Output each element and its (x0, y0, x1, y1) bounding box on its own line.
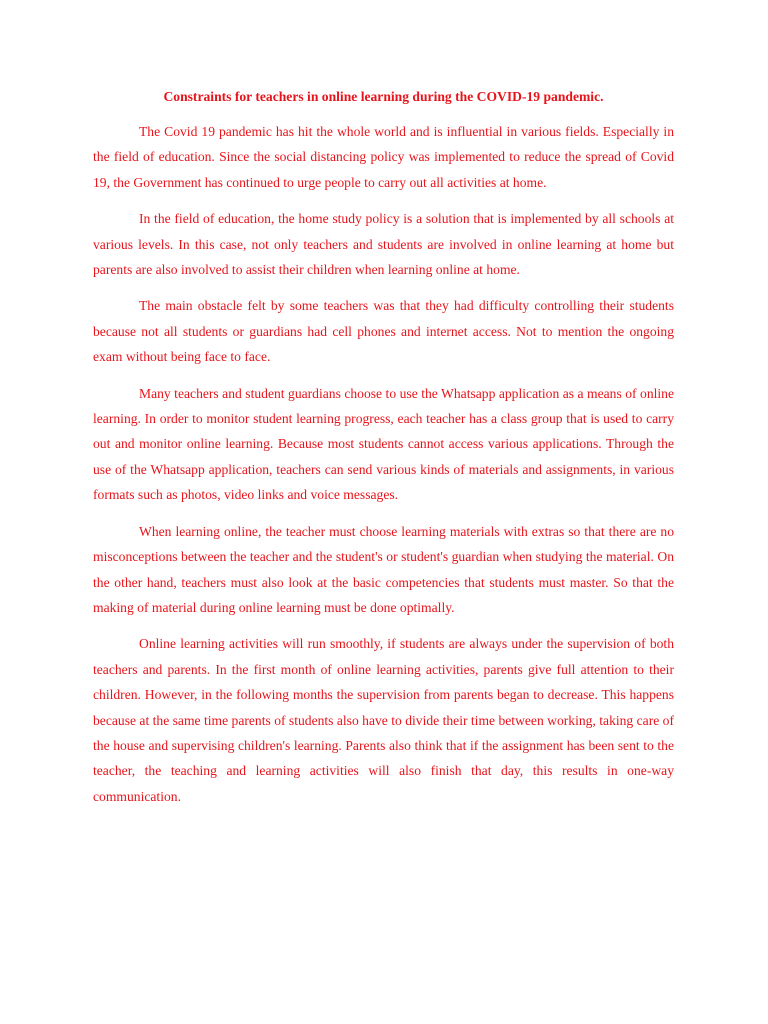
paragraph-5: When learning online, the teacher must choose learning materials with extras so that there are no misconceptions between the teacher and the student's or student's guardian when studying the material. On the other hand, teachers must also look at the basic competencies that students must master. So that the making of material during online learning must be done optimally. (93, 523, 674, 615)
paragraph-2: In the field of education, the home study policy is a solution that is implemented by all schools at various levels. In this case, not only teachers and students are involved in online learning at home but parents are also involved to assist their children when learning online at home. (93, 211, 674, 278)
paragraph-4: Many teachers and student guardians choose to use the Whatsapp application as a means of online learning. In order to monitor student learning progress, each teacher has a class group that is used to carry out and monitor online learning. Because most students cannot access various applications. Through the use of the Whatsapp application, teachers can send various kinds of materials and assignments, in various formats such as photos, video links and voice messages. (93, 385, 674, 503)
document-title: Constraints for teachers in online learning during the COVID-19 pandemic. (163, 89, 604, 104)
document-body (93, 86, 674, 820)
paragraph-1: The Covid 19 pandemic has hit the whole world and is influential in various fields. Especially in the field of education. Since the social distancing policy was implemented to reduce the spread of Covid 19, the Government has continued to urge people to carry out all activities at home. (93, 124, 674, 190)
paragraph-3: The main obstacle felt by some teachers was that they had difficulty controlling their students because not all students or guardians had cell phones and internet access. Not to mention the ongoing exam without being face to face. (93, 298, 674, 365)
paragraph-6: Online learning activities will run smoothly, if students are always under the supervision of both teachers and parents. In the first month of online learning activities, parents give full attention to their children. However, in the following months the supervision from parents began to decrease. This happens because at the same time parents of students also have to divide their time between working, taking care of the house and supervising children's learning. Parents also think that if the assignment has been sent to the teacher, the teaching and learning activities will also finish that day, this results in one-way communication. (93, 636, 674, 804)
